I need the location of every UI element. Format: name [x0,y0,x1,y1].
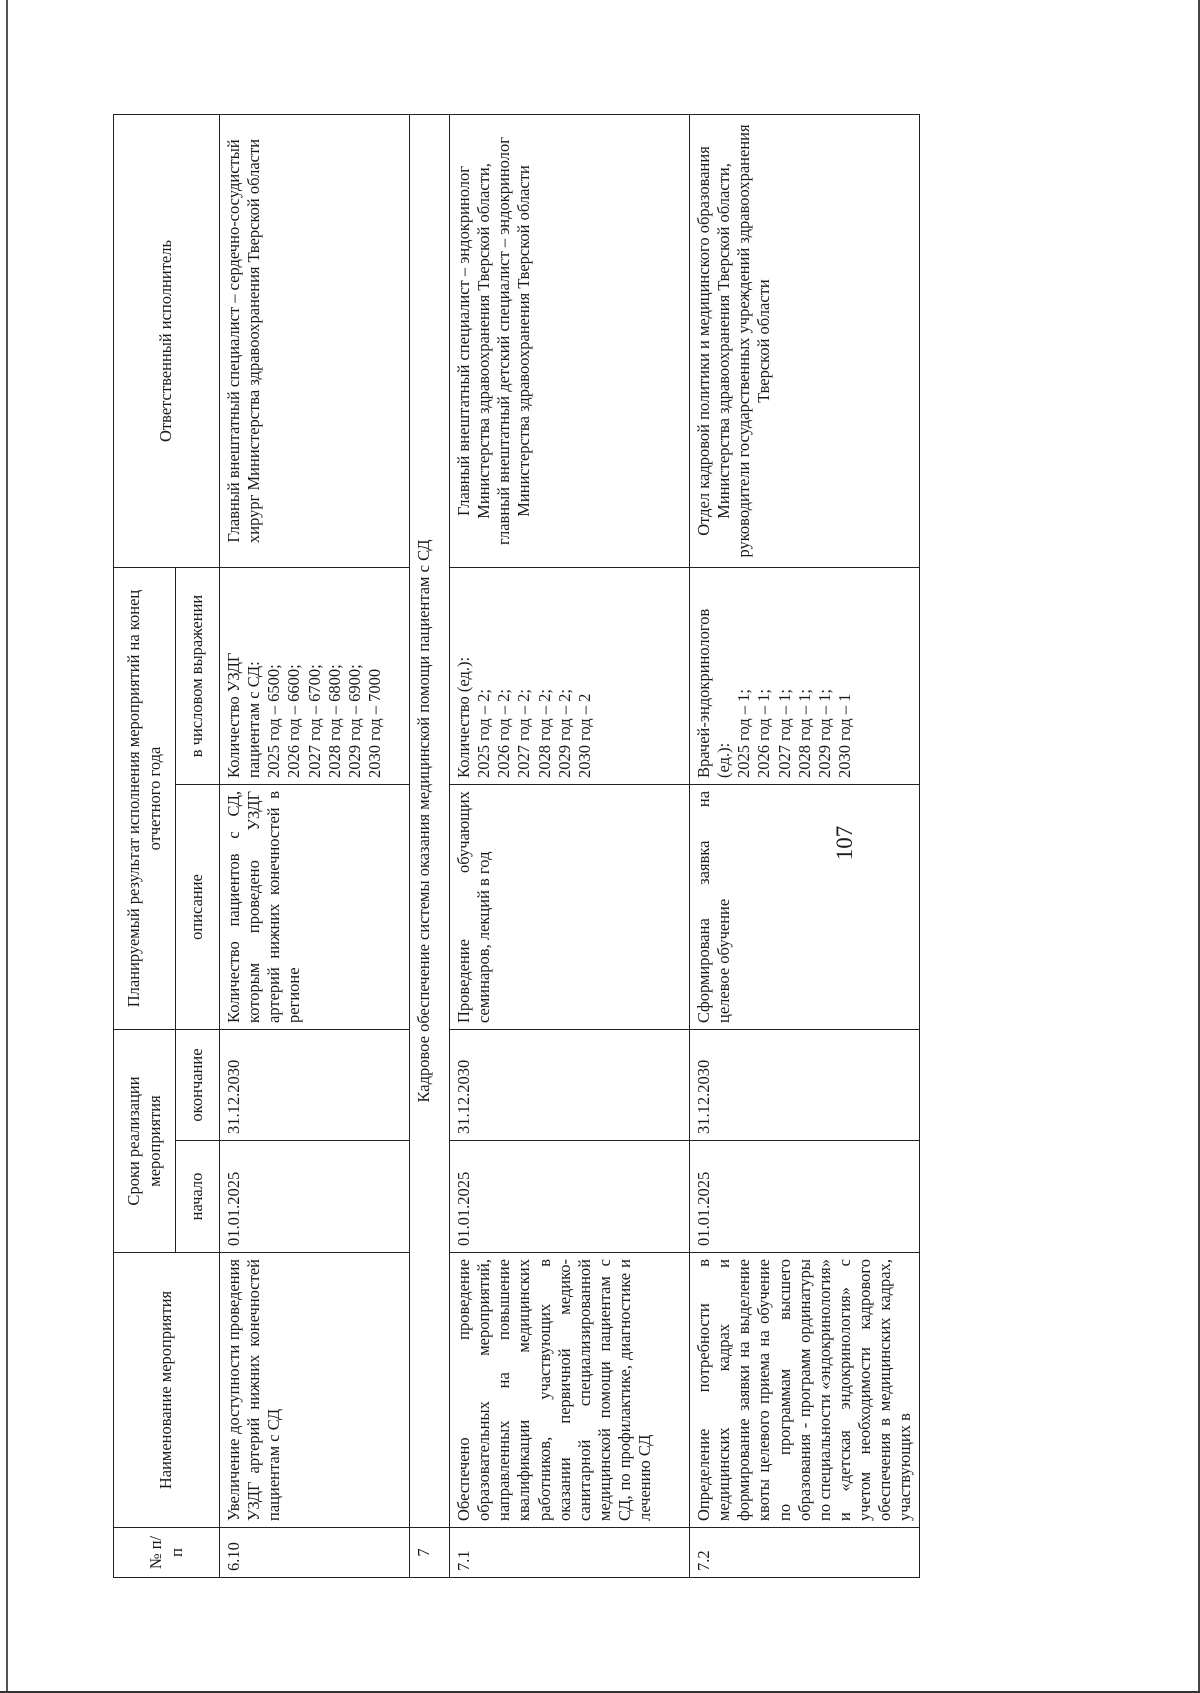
header-start: начало [176,1141,220,1253]
row-name: Определение потребности в медицинских кадрах и формирование заявки на выделение квоты целевого приема на обучение по программам высшего образования - программ ординатуры по специальности «эндокринология» и «детская эндокринология» с учетом необходимости кадрового обеспечения в медицинских кадрах, участвующих в [690,1253,920,1528]
header-end: окончание [176,1029,220,1140]
header-result: Планируемый результат исполнения мероприятий на конец отчетного года [114,567,176,1029]
header-responsible: Ответственный исполнитель [114,114,220,567]
row-description: Проведение обучающих семинаров, лекций в год [450,784,690,1029]
header-description: описание [176,784,220,1029]
table-row [690,114,920,1577]
row-description: Сформирована заявка на целевое обучение [690,784,920,1029]
section-num: 7 [410,1528,450,1578]
row-numeric: Врачей-эндокринологов (ед.): 2025 год – 1; 2026 год – 1; 2027 год – 1; 2028 год – 1; 2029 год – 1; 2030 год – 1 [690,567,920,784]
row-numeric: Количество УЗДГ пациентам с СД: 2025 год – 6500; 2026 год – 6600; 2027 год – 6700; 2028 год – 6800; 2029 год – 6900; 2030 год – 7000 [220,567,410,784]
row-start-date: 01.01.2025 [220,1141,410,1253]
header-row-1 [114,114,176,1577]
row-start-date: 01.01.2025 [690,1141,920,1253]
header-numeric: в числовом выражении [176,567,220,784]
row-end-date: 31.12.2030 [450,1029,690,1140]
header-name: Наименование мероприятия [114,1253,220,1528]
action-plan-table [113,114,920,1578]
row-responsible: Главный внештатный специалист – эндокринолог Министерства здравоохранения Тверской области, главный внештатный детский специалист – эндокринолог Министерства здравоохранения Тверской области [450,114,690,567]
row-description: Количество пациентов с СД, которым проведено УЗДГ артерий нижних конечностей в регионе [220,784,410,1029]
row-name: Увеличение доступности проведения УЗДГ артерий нижних конечностей пациентам с СД [220,1253,410,1528]
row-end-date: 31.12.2030 [220,1029,410,1140]
row-responsible: Отдел кадровой политики и медицинского образования Министерства здравоохранения Тверской области, руководители государственных учреждений здравоохранения Тверской области [690,114,920,567]
header-terms: Сроки реализации мероприятия [114,1029,176,1252]
row-responsible: Главный внештатный специалист – сердечно-сосудистый хирург Министерства здравоохранения Тверской области [220,114,410,567]
table-row [220,114,410,1577]
section-title: Кадровое обеспечение системы оказания медицинской помощи пациентам с СД [410,114,450,1527]
row-numeric: Количество (ед.): 2025 год – 2; 2026 год – 2; 2027 год – 2; 2028 год – 2; 2029 год – 2; 2030 год – 2 [450,567,690,784]
row-end-date: 31.12.2030 [690,1029,920,1140]
row-num: 7.2 [690,1528,920,1578]
header-num: № п/п [114,1528,220,1578]
row-num: 7.1 [450,1528,690,1578]
table-row [450,114,690,1577]
page-number: 107 [832,825,857,861]
row-start-date: 01.01.2025 [450,1141,690,1253]
row-name: Обеспечено проведение образовательных мероприятий, направленных на повышение квалификации медицинских работников, участвующих в оказании первичной медико-санитарной специализированной медицинской помощи пациентам с СД, по профилактике, диагностике и лечению СД [450,1253,690,1528]
section-row [410,114,450,1577]
row-num: 6.10 [220,1528,410,1578]
